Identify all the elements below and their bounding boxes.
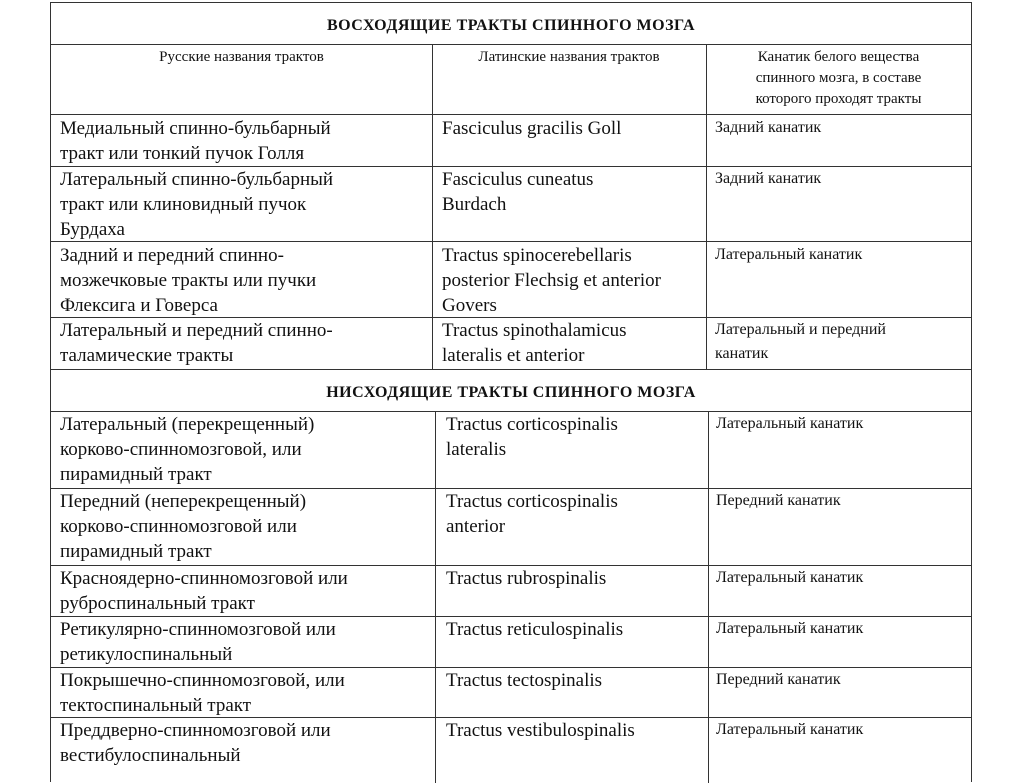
row-divider	[51, 114, 971, 115]
ascending-row-3-latin: Tractus spinocerebellaris posterior Flechsig et anterior Govers	[442, 245, 661, 316]
descending-row-5-funiculus: Передний канатик	[716, 671, 841, 688]
descending-row-6-latin: Tractus vestibulospinalis	[446, 720, 635, 741]
descending-row-4-latin: Tractus reticulospinalis	[446, 619, 624, 640]
descending-row-4-funiculus: Латеральный канатик	[716, 620, 864, 637]
row-divider	[51, 44, 971, 45]
column-divider	[708, 411, 709, 783]
descending-row-3-russian: Красноядерно-спинномозговой или руброспинальный тракт	[60, 568, 348, 614]
header-funiculus: Канатик белого вещества спинного мозга, в составе которого проходят тракты	[755, 49, 922, 107]
descending-row-3-funiculus: Латеральный канатик	[716, 569, 864, 586]
descending-row-6-russian: Преддверно-спинномозговой или вестибулоспинальный	[60, 720, 331, 766]
descending-section-title: НИСХОДЯЩИЕ ТРАКТЫ СПИННОГО МОЗГА	[326, 384, 696, 401]
descending-row-6-funiculus: Латеральный канатик	[716, 721, 864, 738]
descending-row-1-funiculus: Латеральный канатик	[716, 415, 864, 432]
ascending-section-title: ВОСХОДЯЩИЕ ТРАКТЫ СПИННОГО МОЗГА	[326, 17, 696, 34]
descending-row-4-russian: Ретикулярно-спинномозговой или ретикулоспинальный	[60, 619, 336, 665]
ascending-row-2-latin: Fasciculus cuneatus Burdach	[442, 169, 594, 215]
ascending-row-3-funiculus: Латеральный канатик	[715, 246, 863, 263]
descending-row-2-latin: Tractus corticospinalis anterior	[446, 491, 618, 537]
ascending-row-4-latin: Tractus spinothalamicus lateralis et anterior	[442, 320, 627, 366]
row-divider	[51, 369, 971, 370]
descending-row-5-latin: Tractus tectospinalis	[446, 670, 603, 691]
header-russian-names: Русские названия трактов	[159, 49, 324, 65]
ascending-row-2-russian: Латеральный спинно-бульбарный тракт или клиновидный пучок Бурдаха	[60, 169, 334, 240]
column-divider	[432, 44, 433, 369]
ascending-row-4-russian: Латеральный и передний спинно- таламические тракты	[60, 320, 333, 366]
descending-row-3-latin: Tractus rubrospinalis	[446, 568, 607, 589]
ascending-row-2-funiculus: Задний канатик	[715, 170, 822, 187]
ascending-row-3-russian: Задний и передний спинно- мозжечковые тракты или пучки Флексига и Говерса	[60, 245, 317, 316]
descending-row-2-russian: Передний (неперекрещенный) корково-спинномозговой или пирамидный тракт	[60, 491, 307, 562]
ascending-row-1-latin: Fasciculus gracilis Goll	[442, 118, 622, 139]
descending-row-1-russian: Латеральный (перекрещенный) корково-спинномозговой, или пирамидный тракт	[60, 414, 315, 485]
descending-row-2-funiculus: Передний канатик	[716, 492, 841, 509]
ascending-row-1-russian: Медиальный спинно-бульбарный тракт или тонкий пучок Голля	[60, 118, 331, 164]
column-divider	[435, 411, 436, 783]
ascending-row-1-funiculus: Задний канатик	[715, 119, 822, 136]
descending-row-5-russian: Покрышечно-спинномозговой, или тектоспинальный тракт	[60, 670, 345, 716]
spinal-tracts-table	[50, 2, 972, 782]
descending-row-1-latin: Tractus corticospinalis lateralis	[446, 414, 618, 460]
ascending-row-4-funiculus: Латеральный и передний канатик	[715, 321, 886, 362]
header-latin-names: Латинские названия трактов	[478, 49, 660, 65]
